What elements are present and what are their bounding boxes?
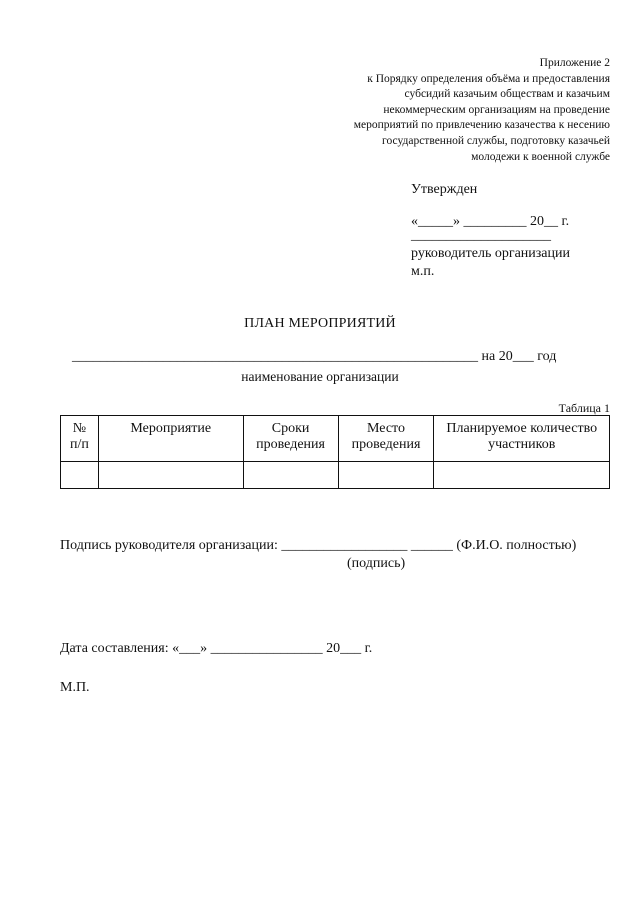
table-header-row — [61, 416, 610, 462]
approval-signature-field[interactable]: ____________________ — [411, 228, 551, 243]
table-cell[interactable] — [61, 462, 99, 489]
appendix-line: молодежи к военной службе — [471, 150, 610, 163]
header-dates: Сроки проведения — [243, 416, 338, 462]
table-cell[interactable] — [434, 462, 610, 489]
compilation-date-field[interactable]: Дата составления: «___» ________________ 20___ г. — [60, 641, 373, 656]
table-cell[interactable] — [243, 462, 338, 489]
appendix-line: субсидий казачьим обществам и казачьим — [404, 88, 610, 101]
approval-role: руководитель организации — [411, 246, 570, 261]
approval-heading: Утвержден — [411, 182, 478, 197]
stamp-label: М.П. — [60, 680, 90, 695]
header-place: Место проведения — [338, 416, 434, 462]
header-event: Мероприятие — [98, 416, 243, 462]
head-signature-field[interactable]: Подпись руководителя организации: __________________ ______ (Ф.И.О. полностью) — [60, 538, 577, 553]
approval-date-field[interactable]: «_____» _________ 20__ г. — [411, 214, 570, 229]
appendix-line: Приложение 2 — [539, 57, 610, 69]
appendix-line: к Порядку определения объёма и предоставления — [367, 72, 610, 85]
table-cell[interactable] — [338, 462, 434, 489]
appendix-line: мероприятий по привлечению казачества к несению — [353, 119, 610, 132]
header-participants: Планируемое количество участников — [434, 416, 610, 462]
table-row — [61, 462, 610, 489]
events-plan-table — [60, 415, 610, 489]
organization-name-field[interactable]: __________________________________________________________ на 20___ год — [72, 349, 557, 364]
appendix-line: некоммерческим организациям на проведение — [383, 103, 610, 116]
document-title: ПЛАН МЕРОПРИЯТИЙ — [244, 316, 396, 331]
table-cell[interactable] — [98, 462, 243, 489]
signature-caption: (подпись) — [347, 556, 406, 571]
organization-caption: наименование организации — [241, 369, 399, 384]
approval-block — [411, 181, 611, 281]
table-caption: Таблица 1 — [558, 401, 610, 415]
approval-stamp: м.п. — [411, 264, 435, 279]
header-number: № п/п — [61, 416, 99, 462]
appendix-line: государственной службы, подготовку казачьей — [382, 134, 610, 147]
appendix-note — [300, 56, 610, 165]
